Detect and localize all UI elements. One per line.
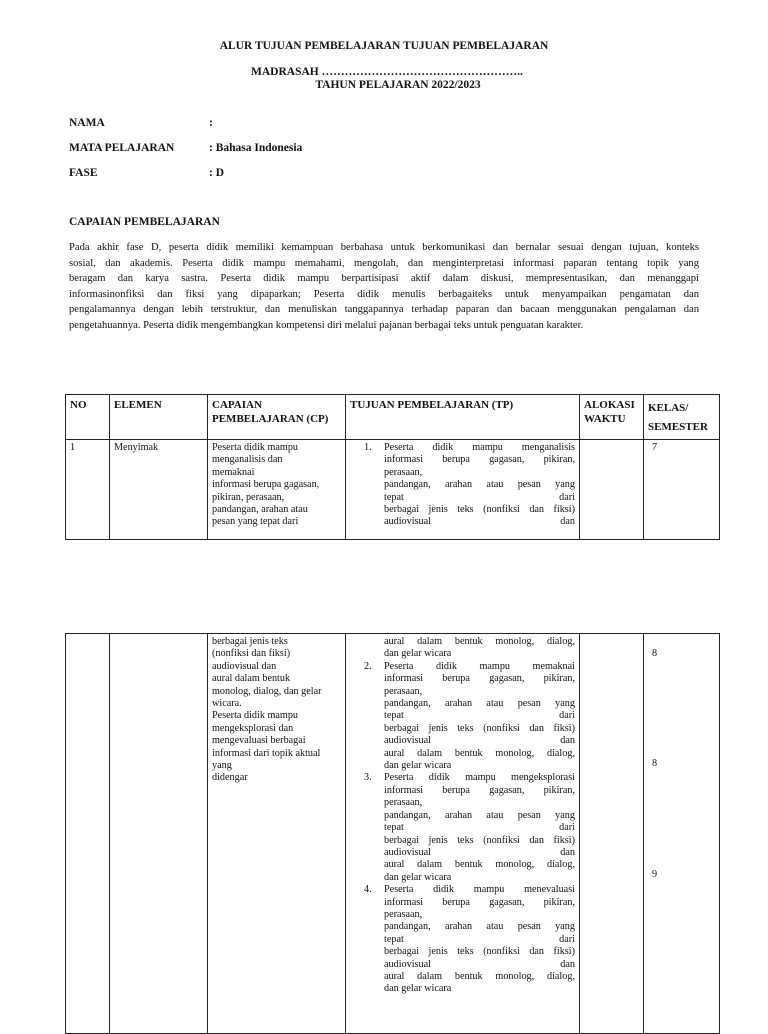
capaian-line: beragam dan karya sastra. Peserta didik mampu berpartisipasi aktif dalam diskusi, mempresentasikan, dan menanggapi xyxy=(69,273,699,285)
tp-line: audiovisual dan xyxy=(384,846,575,858)
cp-line: Peserta didik mampu xyxy=(212,710,299,722)
row1-elemen: Menyimak xyxy=(110,440,208,540)
tp-line: dan gelar wicara xyxy=(384,648,452,660)
header-kelas: KELAS/ SEMESTER xyxy=(644,395,720,440)
tp-line: informasi berupa gagasan, pikiran, xyxy=(384,784,575,796)
table-row xyxy=(66,440,720,540)
tp-line: tepat dari xyxy=(384,822,575,834)
tp-item-number: 3. xyxy=(364,772,372,784)
capaian-heading: CAPAIAN PEMBELAJARAN xyxy=(69,216,220,228)
tp-line: audiovisual dan xyxy=(384,516,575,528)
row2-elemen xyxy=(110,634,208,1034)
tp-line: informasi berupa gagasan, pikiran, xyxy=(384,454,575,466)
tp-line: informasi berupa gagasan, pikiran, xyxy=(384,673,575,685)
row1-alokasi xyxy=(580,440,644,540)
cp-line: mengevaluasi berbagai xyxy=(212,735,306,747)
header-tp: TUJUAN PEMBELAJARAN (TP) xyxy=(346,395,580,440)
capaian-line: sosial, dan akademis. Peserta didik mampu memahami, mengolah, dan menginterpretasi informasi paparan tentang topik yang xyxy=(69,257,699,269)
header-alokasi: ALOKASI WAKTU xyxy=(580,395,644,440)
tp-line: aural dalam bentuk monolog, dialog, xyxy=(384,636,575,647)
cp-line: berbagai jenis teks xyxy=(212,636,288,647)
header-cp: CAPAIAN PEMBELAJARAN (CP) xyxy=(208,395,346,440)
row2-cp xyxy=(208,634,346,1034)
cp-line: audiovisual dan xyxy=(212,660,277,672)
tp-line: perasaan, xyxy=(384,466,423,478)
tp-table-page2 xyxy=(65,633,720,1034)
cp-line: monolog, dialog, dan gelar xyxy=(212,685,322,697)
table-header-row xyxy=(66,395,720,440)
mapel-label: MATA PELAJARAN xyxy=(69,142,175,154)
tp-item-4 xyxy=(350,884,575,996)
tp-line: tepat dari xyxy=(384,491,575,503)
tp-line: perasaan, xyxy=(384,908,423,920)
tp-line: pandangan, arahan atau pesan yang xyxy=(384,809,575,821)
fase-label: FASE xyxy=(69,167,98,179)
capaian-line: Pada akhir fase D, peserta didik memiliki kemampuan berbahasa untuk berkomunikasi dan bernalar sesuai dengan tujuan, konteks xyxy=(69,242,699,253)
tp-line: perasaan, xyxy=(384,797,423,809)
tp-line: berbagai jenis teks (nonfiksi dan fiksi) xyxy=(384,946,575,958)
row1-kelas: 7 xyxy=(644,440,720,540)
row2-tp xyxy=(346,634,580,1034)
nama-label: NAMA xyxy=(69,117,105,129)
mapel-value: : Bahasa Indonesia xyxy=(209,142,303,154)
tp-item-number: 4. xyxy=(364,884,372,896)
cp-line: informasi dari topik aktual xyxy=(212,747,321,759)
tp-line: tepat dari xyxy=(384,933,575,945)
cp-line: (nonfiksi dan fiksi) xyxy=(212,648,291,660)
cp-line: pesan yang tepat dari xyxy=(212,516,299,528)
tp-line: berbagai jenis teks (nonfiksi dan fiksi) xyxy=(384,722,575,734)
tp-table-page1 xyxy=(65,394,720,540)
cp-line: menganalisis dan xyxy=(212,454,283,466)
tp-line: berbagai jenis teks (nonfiksi dan fiksi) xyxy=(384,834,575,846)
nama-value: : xyxy=(209,117,213,129)
tp-line: tepat dari xyxy=(384,710,575,722)
header-no: NO xyxy=(66,395,110,440)
row2-alokasi xyxy=(580,634,644,1034)
row1-no: 1 xyxy=(66,440,110,540)
row2-kelas xyxy=(644,634,720,1034)
tp-line: dan gelar wicara xyxy=(384,871,452,883)
tp-line: Peserta didik mampu mengeksplorasi xyxy=(384,772,575,784)
cp-line: aural dalam bentuk xyxy=(212,673,291,685)
cp-line: memaknai xyxy=(212,466,255,478)
tp-line: pandangan, arahan atau pesan yang xyxy=(384,921,575,933)
school-year: TAHUN PELAJARAN 2022/2023 xyxy=(315,79,481,91)
cp-line: Peserta didik mampu xyxy=(212,442,299,453)
row1-cp xyxy=(208,440,346,540)
row1-tp xyxy=(346,440,580,540)
tp-line: dan gelar wicara xyxy=(384,983,452,995)
madrasah-line: MADRASAH …………………………………………….. xyxy=(251,66,523,78)
cp-line: informasi berupa gagasan, xyxy=(212,479,320,491)
tp-item-number: 1. xyxy=(364,442,372,453)
tp-line: Peserta didik mampu memaknai xyxy=(384,660,575,672)
table-row xyxy=(66,634,720,1034)
tp-item-number: 2. xyxy=(364,660,372,672)
tp-line: aural dalam bentuk monolog, dialog, xyxy=(384,859,575,871)
fase-value: : D xyxy=(209,167,225,179)
cp-line: mengeksplorasi dan xyxy=(212,722,294,734)
capaian-line: pengetahuannya. Peserta didik mengembangkan kompetensi diri melalui pajanan berbagai teks untuk penguatan karakter. xyxy=(69,319,584,331)
document-title: ALUR TUJUAN PEMBELAJARAN TUJUAN PEMBELAJARAN xyxy=(219,40,549,52)
capaian-line: informasinonfiksi dan fiksi yang dipaparkan; Peserta didik menulis berbagaiteks untuk menyampaikan pengamatan dan xyxy=(69,288,699,300)
tp-line: pandangan, arahan atau pesan yang xyxy=(384,698,575,710)
kelas-value: 8 xyxy=(652,758,658,769)
tp-line: audiovisual dan xyxy=(384,958,575,970)
cp-line: pikiran, perasaan, xyxy=(212,491,285,503)
tp-line: berbagai jenis teks (nonfiksi dan fiksi) xyxy=(384,504,575,516)
tp-line: Peserta didik mampu menevaluasi xyxy=(384,884,575,896)
capaian-line: pengalamannya dengan lebih terstruktur, dan menuliskan tanggapannya terhadap paparan dan bacaan menggunakan pengalaman dan xyxy=(69,304,699,316)
header-elemen: ELEMEN xyxy=(110,395,208,440)
tp-line: Peserta didik mampu menganalisis xyxy=(384,442,575,453)
kelas-value: 9 xyxy=(652,869,658,880)
cp-line: yang xyxy=(212,760,232,772)
tp-continuation xyxy=(350,636,575,661)
tp-line: aural dalam bentuk monolog, dialog, xyxy=(384,747,575,759)
capaian-paragraph xyxy=(69,240,699,334)
tp-item-3 xyxy=(350,772,575,884)
tp-line: audiovisual dan xyxy=(384,735,575,747)
cp-line: pandangan, arahan atau xyxy=(212,504,308,516)
tp-line: perasaan, xyxy=(384,685,423,697)
cp-line: didengar xyxy=(212,772,248,784)
cp-line: wicara. xyxy=(212,698,242,710)
kelas-value: 8 xyxy=(652,648,658,659)
tp-item-2 xyxy=(350,661,575,773)
tp-line: pandangan, arahan atau pesan yang xyxy=(384,479,575,491)
tp-line: dan gelar wicara xyxy=(384,760,452,772)
tp-line: aural dalam bentuk monolog, dialog, xyxy=(384,970,575,982)
row2-no xyxy=(66,634,110,1034)
tp-line: informasi berupa gagasan, pikiran, xyxy=(384,896,575,908)
